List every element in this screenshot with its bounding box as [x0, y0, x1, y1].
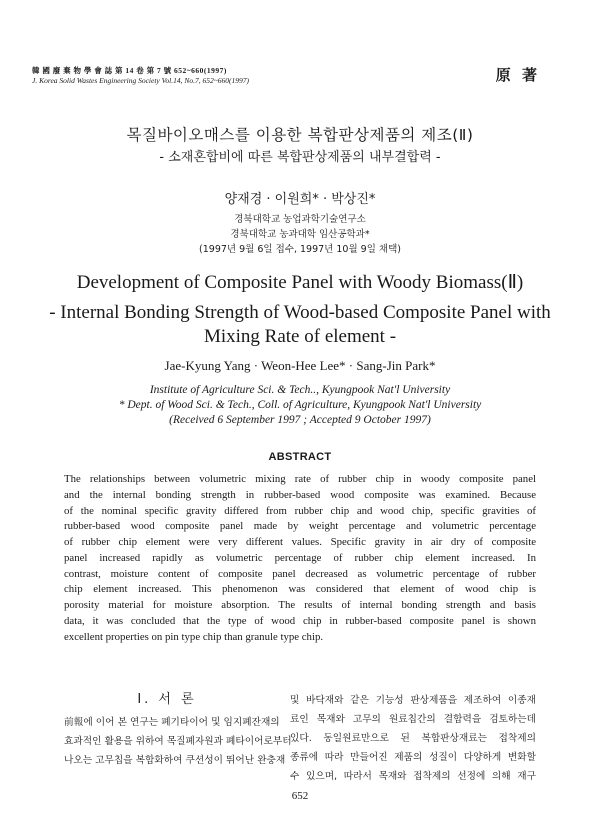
abstract-line: porosity material for moisture absorption. The results of internal bonding strength and basis [64, 599, 536, 611]
body-line: 수 있으며, 따라서 목재와 접착제의 선정에 의해 재구 [290, 771, 536, 782]
abstract-line: of rubber chip element were very different values. Specific gravity in air dry of composite [64, 536, 536, 548]
introduction-left-column [64, 713, 292, 770]
page-number: 652 [291, 790, 309, 802]
korean-dates: (1997년 9월 6일 접수, 1997년 10월 9일 채택) [199, 244, 401, 255]
abstract-line: The relationships between volumetric mixing rate of rubber chip in woody composite panel [64, 473, 536, 485]
article-type-label: 原 著 [495, 66, 540, 84]
body-line: 효과적인 활용을 위하여 목질폐자원과 폐타이어로부터 [64, 736, 292, 747]
abstract-line: chip element increased. This phenomenon was considered that element of wood chip is [64, 583, 536, 596]
abstract-line: of the nominal specific gravity differed from rubber chip and wood chip, specific gravities of [64, 504, 536, 517]
korean-affiliation-1: 경북대학교 농업과학기술연구소 [234, 214, 366, 225]
english-title-line-1: Development of Composite Panel with Woody Biomass(Ⅱ) [76, 272, 524, 293]
korean-affiliation-2: 경북대학교 농과대학 임산공학과* [230, 229, 370, 240]
korean-subtitle: - 소재혼합비에 따른 복합판상제품의 내부결합력 - [159, 150, 441, 165]
abstract-line: data, it was concluded that the type of wood chip in rubber-based composite panel is shown [64, 614, 536, 627]
body-line: 및 바닥재와 같은 기능성 판상제품을 제조하여 이종재 [290, 695, 536, 706]
english-authors: Jae-Kyung Yang · Weon-Hee Lee* · Sang-Jin Park* [164, 358, 436, 373]
english-affiliation-1: Institute of Agriculture Sci. & Tech.., Kyungpook Nat'l University [149, 384, 451, 396]
english-title-line-2: - Internal Bonding Strength of Wood-based Composite Panel with [49, 302, 551, 323]
abstract-line: rubber-based wood composite panel made by weight percentage and volumetric percentage [64, 520, 536, 533]
journal-citation-english: J. Korea Solid Wastes Engineering Society Vol.14, No.7, 652~660(1997) [32, 76, 250, 85]
body-line: 前報에 이어 본 연구는 폐기타이어 및 임지폐잔재의 [64, 717, 280, 728]
abstract-body [64, 472, 536, 645]
introduction-heading: Ⅰ. 서 론 [137, 692, 197, 707]
journal-header [32, 66, 249, 86]
body-line: 있다. 동일원료만으로 된 복합판상재료는 접착제의 [290, 733, 536, 744]
body-line: 종류에 따라 만들어진 제품의 성질이 다양하게 변화할 [290, 752, 536, 763]
korean-authors: 양재경 · 이원희* · 박상진* [224, 192, 376, 207]
introduction-right-column [290, 691, 536, 786]
abstract-line: panel increased rapidly as volumetric percentage of rubber chip element increased. In [64, 551, 536, 564]
abstract-line: excellent properties on pin type chip than granule type chip. [64, 630, 324, 643]
english-title-line-3: Mixing Rate of element - [203, 326, 397, 347]
abstract-line: and the internal bonding strength in rubber-based wood composite was examined. Because [64, 488, 536, 501]
abstract-heading: ABSTRACT [268, 451, 332, 463]
korean-title: 목질바이오매스를 이용한 복합판상제품의 제조(Ⅱ) [126, 126, 474, 144]
body-line: 료인 목재와 고무의 원료칩간의 결합력을 검토하는데 [290, 714, 536, 725]
body-line: 나오는 고무칩을 복합화하여 쿠션성이 뛰어난 완충재 [64, 755, 286, 766]
english-dates: (Received 6 September 1997 ; Accepted 9 October 1997) [169, 414, 431, 426]
journal-citation-korean: 韓 國 廢 棄 物 學 會 誌 第 14 卷 第 7 號 652~660(1997) [32, 66, 227, 75]
abstract-line: contrast, moisture content of composite panel decreased as volumetric percentage of rubber [64, 567, 536, 580]
english-affiliation-2: * Dept. of Wood Sci. & Tech., Coll. of Agriculture, Kyungpook Nat'l University [118, 399, 482, 411]
